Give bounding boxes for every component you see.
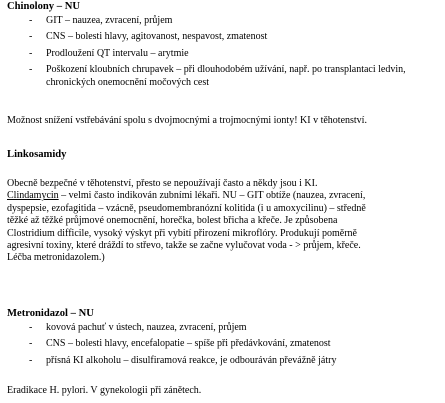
list-item [0,338,445,350]
chinolony-note [7,115,439,127]
chinolony-bullet-list [0,15,445,89]
list-item [0,355,445,367]
metronidazol-bullet-list [0,322,445,367]
paragraph-line [7,190,439,202]
list-item [0,322,445,334]
bullet-text: CNS – bolesti hlavy, encefalopatie – spíše při předávkování, zmatenost [46,338,331,350]
paragraph-line: těžké až těžké průjmové onemocnění, horečka, bolest břicha a křeče. Je způsobena [7,215,338,227]
heading-linkosamidy: Linkosamidy [7,149,67,160]
bullet-text: GIT – nauzea, zvracení, průjem [46,15,173,26]
list-item [0,31,445,43]
bullet-text-continuation: chronických onemocnění močových cest [46,76,209,88]
paragraph-line: Clostridium difficile, vysoký výskyt při vybití přirození mikroflóry. Produkují poměrně [7,227,357,239]
paragraph-line: Obecně bezpečné v těhotenství, přesto se nepoužívají často a někdy jsou i KI. [7,178,318,189]
bullet-text: přísná KI alkoholu – disulfiramová reakce, je odbouráván převážně játry [46,354,337,366]
linkosamidy-paragraph [7,178,439,265]
bullet-text: kovová pachuť v ústech, nauzea, zvracení, průjem [46,322,247,333]
bullet-text: CNS – bolesti hlavy, agitovanost, nespavost, zmatenost [46,31,268,43]
bullet-text: Poškození kloubních chrupavek – při dlouhodobém užívání, např. po transplantaci ledvin, [46,64,406,76]
clindamycin-term: Clindamycin [7,190,59,202]
bullet-marker: - [29,64,33,76]
bullet-marker: - [29,338,33,350]
bullet-marker: - [29,47,33,59]
paragraph-line: Léčba metronidazolem.) [7,252,105,264]
paragraph-line: dyspepsie, ezofagitida – vzácně, pseudomembranózní kolitida (i u amoxycilinu) – středně [7,202,366,214]
paragraph-text: Eradikace H. pylori. V gynekologii při zánětech. [7,385,202,396]
bullet-marker: - [29,31,33,43]
list-item [0,64,445,89]
list-item [0,15,445,27]
bullet-marker: - [29,354,33,366]
paragraph-line: agresivní toxiny, které dráždí to střevo, takže se začne vylučovat voda - > průjem, křeče. [7,240,361,252]
paragraph-text: Možnost snížení vstřebávání spolu s dvojmocnými a trojmocnými ionty! KI v těhotenství. [7,115,367,126]
bullet-text: Prodloužení QT intervalu – arytmie [46,47,189,59]
heading-metronidazol: Metronidazol – NU [7,308,94,319]
bullet-marker: - [29,15,33,26]
footer-note [7,385,439,397]
bullet-marker: - [29,322,33,333]
clindamycin-description: – velmi často indikován zubními lékaři. NU – GIT obtíže (nauzea, zvracení, [58,190,366,202]
heading-chinolony: Chinolony – NU [7,1,80,12]
list-item [0,48,445,60]
